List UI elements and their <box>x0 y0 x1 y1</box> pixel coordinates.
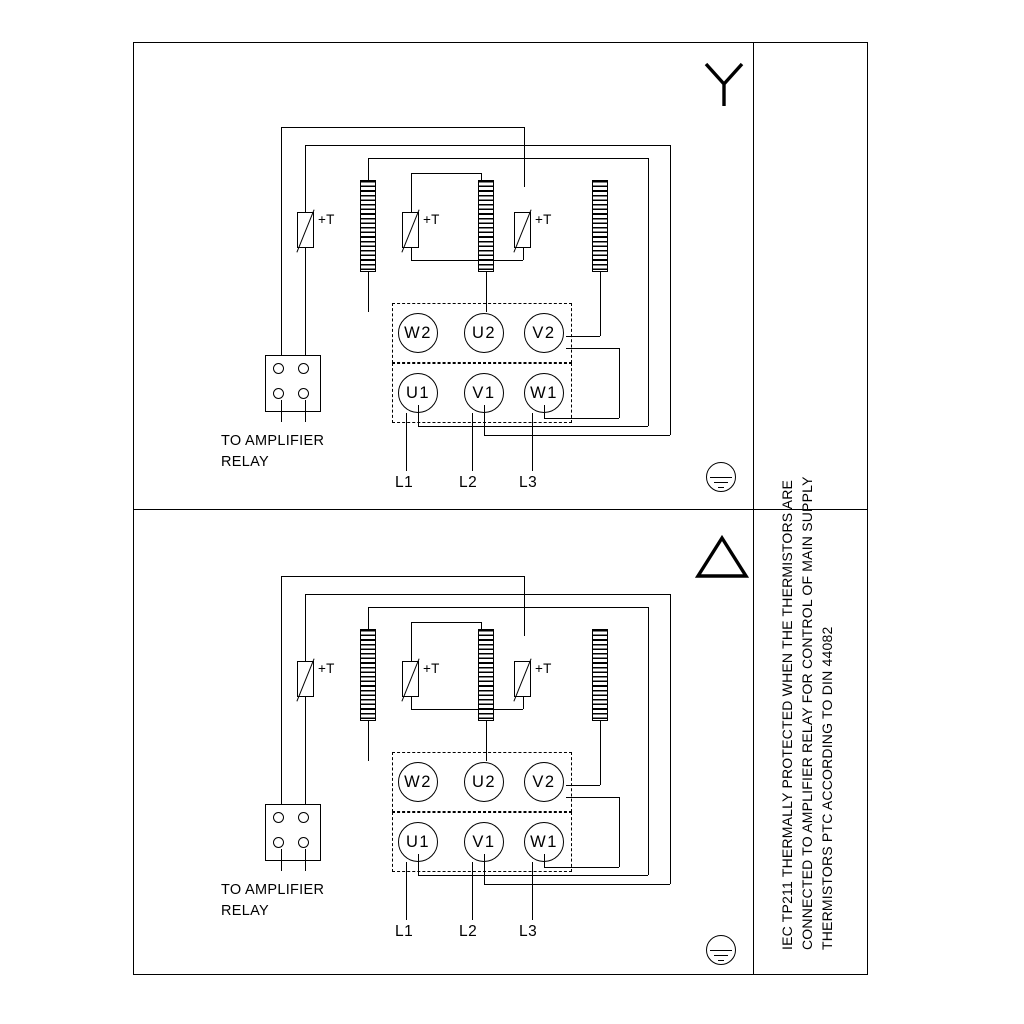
wire <box>566 797 619 798</box>
wire <box>368 721 369 761</box>
wire <box>281 400 282 422</box>
winding-coil-3 <box>592 180 608 272</box>
thermistor-2 <box>402 661 419 697</box>
connector-hole <box>298 837 309 848</box>
wire <box>544 867 619 868</box>
wire <box>524 127 525 187</box>
phase-label-l1: L1 <box>395 474 414 491</box>
wire <box>648 607 649 875</box>
wire <box>305 145 670 146</box>
wire <box>411 622 412 662</box>
wire <box>523 697 524 709</box>
terminal-w2: W2 <box>398 762 438 802</box>
wire <box>418 405 419 426</box>
wire <box>411 622 481 623</box>
thermistor-1 <box>297 212 314 248</box>
wire <box>305 248 306 355</box>
wire <box>411 173 412 213</box>
terminal-v1: V1 <box>464 373 504 413</box>
connector-hole <box>273 388 284 399</box>
connector-hole <box>273 812 284 823</box>
wire <box>648 158 649 426</box>
wire <box>411 709 523 710</box>
phase-label-l1: L1 <box>395 923 414 940</box>
panel-star <box>0 0 753 509</box>
thermistor-label-1: +T <box>318 661 335 676</box>
wire <box>281 849 282 871</box>
thermistor-label-1: +T <box>318 212 335 227</box>
thermistor-label-3: +T <box>535 661 552 676</box>
wire <box>411 248 412 260</box>
wire <box>418 854 419 875</box>
terminal-v2: V2 <box>524 762 564 802</box>
thermistor-1 <box>297 661 314 697</box>
wire <box>418 875 648 876</box>
wire <box>281 576 282 804</box>
star-connection-symbol <box>698 58 750 110</box>
thermistor-label-3: +T <box>535 212 552 227</box>
wire <box>368 158 648 159</box>
wire <box>305 697 306 804</box>
wire <box>305 594 670 595</box>
wire <box>484 435 670 436</box>
wire <box>619 797 620 867</box>
wire <box>484 405 485 435</box>
wire <box>418 426 648 427</box>
note-line-1: IEC TP211 THERMALLY PROTECTED WHEN THE THERMISTORS ARE <box>779 479 795 950</box>
wire <box>368 607 648 608</box>
wire <box>484 854 485 884</box>
note-line-2: CONNECTED TO AMPLIFIER RELAY FOR CONTROL OF MAIN SUPPLY <box>799 476 815 950</box>
wire <box>600 721 601 785</box>
terminal-u1: U1 <box>398 373 438 413</box>
wire <box>600 272 601 336</box>
amplifier-label-line1: TO AMPLIFIER <box>221 433 325 449</box>
wire-l3 <box>532 862 533 920</box>
terminal-u2: U2 <box>464 313 504 353</box>
connector-hole <box>273 363 284 374</box>
winding-coil-2 <box>478 180 494 272</box>
winding-coil-2 <box>478 629 494 721</box>
thermistor-2 <box>402 212 419 248</box>
thermistor-3 <box>514 661 531 697</box>
earth-symbol <box>703 935 743 971</box>
amplifier-connector-block <box>265 804 321 861</box>
wire <box>305 400 306 422</box>
panel-delta <box>0 456 753 975</box>
connector-hole <box>298 363 309 374</box>
terminal-w1: W1 <box>524 822 564 862</box>
note-line-3: THERMISTORS PTC ACCORDING TO DIN 44082 <box>819 626 835 950</box>
wire <box>670 594 671 884</box>
note-column <box>753 42 868 975</box>
terminal-v1: V1 <box>464 822 504 862</box>
phase-label-l2: L2 <box>459 474 478 491</box>
terminal-u2: U2 <box>464 762 504 802</box>
amplifier-label-line1: TO AMPLIFIER <box>221 882 325 898</box>
phase-label-l3: L3 <box>519 923 538 940</box>
delta-connection-symbol <box>694 534 750 580</box>
terminal-w1: W1 <box>524 373 564 413</box>
wire <box>670 145 671 435</box>
terminal-w2: W2 <box>398 313 438 353</box>
thermistor-label-2: +T <box>423 212 440 227</box>
connector-hole <box>273 837 284 848</box>
wire <box>281 576 524 577</box>
phase-label-l3: L3 <box>519 474 538 491</box>
connector-hole <box>298 388 309 399</box>
phase-label-l2: L2 <box>459 923 478 940</box>
wire <box>544 405 545 418</box>
wire <box>524 576 525 636</box>
wire <box>544 854 545 867</box>
winding-coil-3 <box>592 629 608 721</box>
amplifier-label-line2: RELAY <box>221 903 269 919</box>
amplifier-connector-block <box>265 355 321 412</box>
wire <box>368 272 369 312</box>
wire <box>281 127 282 355</box>
connector-hole <box>298 812 309 823</box>
thermistor-label-2: +T <box>423 661 440 676</box>
wire <box>281 127 524 128</box>
winding-coil-1 <box>360 629 376 721</box>
wire-l2 <box>472 862 473 920</box>
wire <box>544 418 619 419</box>
wire <box>411 697 412 709</box>
winding-coil-1 <box>360 180 376 272</box>
amplifier-label-line2: RELAY <box>221 454 269 470</box>
thermistor-3 <box>514 212 531 248</box>
terminal-v2: V2 <box>524 313 564 353</box>
wire <box>411 173 481 174</box>
wire <box>523 248 524 260</box>
wire-l1 <box>406 862 407 920</box>
terminal-u1: U1 <box>398 822 438 862</box>
wire <box>411 260 523 261</box>
wire <box>484 884 670 885</box>
wire <box>619 348 620 418</box>
wire <box>305 849 306 871</box>
wire <box>566 348 619 349</box>
